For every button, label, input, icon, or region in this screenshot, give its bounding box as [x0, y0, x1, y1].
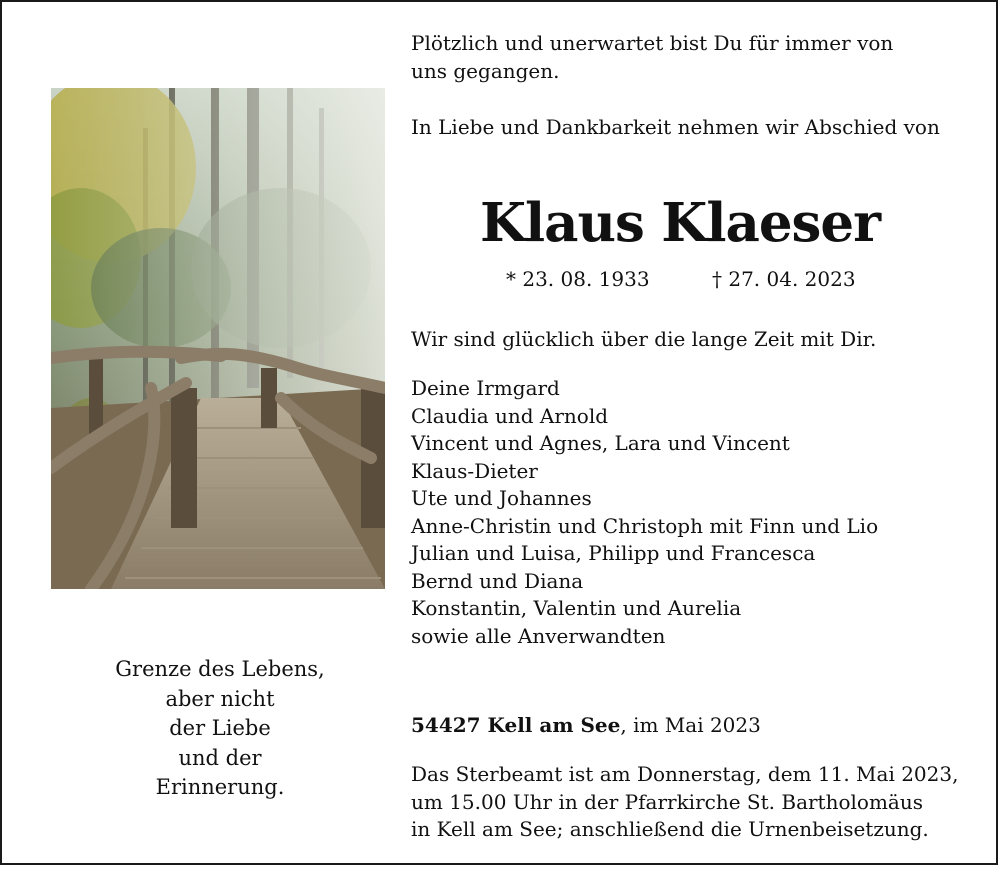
quote-line: Erinnerung. — [155, 775, 285, 799]
mourner-entry: Anne-Christin und Christoph mit Finn und Lio — [411, 513, 879, 538]
mourner-entry: Bernd und Diana — [411, 568, 584, 593]
mourner-entry: Klaus-Dieter — [411, 458, 538, 483]
quote-line: Grenze des Lebens, — [115, 657, 325, 681]
mourner-entry: Ute und Johannes — [411, 486, 592, 510]
farewell-text: In Liebe und Dankbarkeit nehmen wir Abschied von — [411, 115, 940, 139]
intro-text — [411, 30, 893, 85]
mourner-entry: Julian und Luisa, Philipp und Francesca — [411, 541, 816, 565]
place-date: , im Mai 2023 — [620, 713, 761, 737]
quote-line: und der — [178, 745, 262, 770]
birth-date: * 23. 08. 1933 — [506, 267, 650, 291]
service-line: in Kell am See; anschließend die Urnenbeisetzung. — [411, 817, 929, 841]
gratitude-text: Wir sind glücklich über die lange Zeit mit Dir. — [411, 327, 877, 351]
deceased-name: Klaus Klaeser — [479, 192, 881, 254]
intro-line: uns gegangen. — [411, 58, 560, 83]
mourners-list — [411, 375, 878, 650]
mourner-entry: Claudia und Arnold — [411, 403, 609, 428]
service-text — [411, 761, 958, 844]
quote — [70, 655, 370, 803]
intro-line: Plötzlich und unerwartet bist Du für immer von — [411, 31, 894, 55]
mourner-entry: Vincent und Agnes, Lara und Vincent — [411, 431, 790, 455]
mourner-entry: Konstantin, Valentin und Aurelia — [411, 596, 742, 620]
mourner-entry: sowie alle Anverwandten — [411, 623, 666, 648]
mourner-entry: Deine Irmgard — [411, 376, 560, 400]
service-line: um 15.00 Uhr in der Pfarrkirche St. Bartholomäus — [411, 789, 923, 814]
place-location: 54427 Kell am See — [411, 713, 621, 737]
quote-line: der Liebe — [169, 716, 271, 740]
place-and-date — [411, 712, 761, 740]
service-line: Das Sterbeamt ist am Donnerstag, dem 11. Mai 2023, — [411, 762, 959, 786]
forest-path-photo — [51, 88, 385, 589]
quote-line: aber nicht — [165, 686, 275, 711]
death-date: † 27. 04. 2023 — [712, 267, 856, 291]
